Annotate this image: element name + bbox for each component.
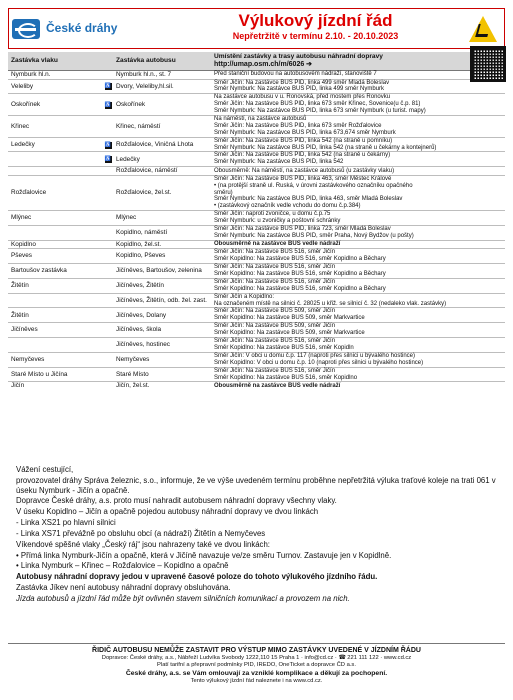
notice-line: Víkendové spěšné vlaky „Český ráj“ jsou nahrazeny také ve dvou linkách:	[16, 539, 270, 549]
footer-website: Tento výlukový jízdní řád naleznete i na www.cd.cz.	[190, 677, 323, 684]
stop-location	[211, 264, 505, 279]
page-title: Výlukový jízdní řád	[238, 11, 393, 30]
location-line: Směr Jičín: Na zastávce BUS PID, linka 499 směr Mladá Boleslav	[214, 79, 390, 86]
location-line: Směr Nymburk: Na zastávce BUS PID, směr Praha, Nový Bydžov (u pošty)	[214, 232, 414, 239]
table-row	[8, 116, 505, 138]
row-icon-cell	[103, 71, 113, 80]
train-stop: Mlýnec	[8, 211, 103, 226]
train-stop: Veleliby	[8, 79, 103, 94]
bus-stop: Rožďalovice, náměstí	[113, 167, 211, 176]
location-line: Směr Jičín a Kopidlno:	[214, 293, 275, 300]
footer	[8, 643, 505, 685]
table-header-row	[8, 52, 505, 71]
bus-stop: Nemyčeves	[113, 352, 211, 367]
table-row	[8, 249, 505, 264]
location-line: Před staniční budovou na autobusovém nádraží, stanoviště 7	[214, 71, 377, 78]
notice-line: • Přímá linka Nymburk-Jičín a opačně, která v Jičíně navazuje ve/ze směru Turnov. Zastavuje jen v Kopidlně.	[16, 550, 392, 560]
location-line: Směr Kopidlno: Na zastávce BUS 516, směr Kopidlno	[214, 374, 358, 381]
notice-line: - Linka XS71 převážně po obsluhu obcí (a nádraží) Žitětín a Nemyčeves	[16, 528, 266, 538]
location-line: Směr Jičín: Na zastávce BUS 516, směr Jičín	[214, 338, 336, 345]
bus-stop: Staré Místo	[113, 367, 211, 382]
location-line: Na zastávce autobusu v u. Ronovská, před mostem přes Ronovku	[214, 94, 391, 101]
location-line: Směr Kopidlno: Na zastávce BUS 516, směr Kopidlno a Běchary	[214, 285, 386, 292]
row-icon-cell	[103, 167, 113, 176]
train-stop	[8, 338, 103, 353]
table-row	[8, 367, 505, 382]
location-line: Směr Kopidlno: Na zastávce BUS 509, směr Markvartice	[214, 330, 365, 337]
stop-location	[211, 94, 505, 116]
table-row	[8, 323, 505, 338]
stop-location	[211, 367, 505, 382]
footer-contact: Dopravce: České dráhy, a.s., Nábřeží Ludvíka Svobody 1222,110 15 Praha 1 · info@cd.cz · ☎ 221 111 122 · www.cd.cz	[101, 655, 412, 662]
notice-line: Zastávka Jíkev není autobusy náhradní dopravy obsluhována.	[16, 582, 231, 592]
bus-stop: Mlýnec	[113, 211, 211, 226]
train-stop: Kopidlno	[8, 240, 103, 249]
train-stop: Ledečky	[8, 137, 103, 152]
location-line: Směr Jičín: Na zastávce BUS 516, směr Jičín	[214, 278, 336, 285]
row-icon-cell	[103, 116, 113, 138]
train-stop	[8, 293, 103, 308]
row-icon-cell	[103, 323, 113, 338]
location-line: Směr Jičín: Na zastávce BUS PID, linka 673 směr Rožďalovice	[214, 122, 382, 129]
row-icon-cell	[103, 382, 113, 390]
row-icon-cell	[103, 278, 113, 293]
bus-stop: Jičíněves, hostinec	[113, 338, 211, 353]
stop-location	[211, 249, 505, 264]
bus-stop: Jičíněves, Žitětín, odb. žel. zast.	[113, 293, 211, 308]
location-line: Směr Jičín: Na zastávce BUS 509, směr Jičín	[214, 308, 336, 315]
location-line: Směr Jičín: Na zastávce BUS PID, linka 542 (na straně u čekárny)	[214, 152, 391, 159]
header	[8, 8, 505, 49]
stop-location	[211, 71, 505, 80]
notice-line: - Linka XS21 po hlavní silnici	[16, 518, 116, 528]
location-line: Směr Jičín: Na zastávce BUS 516, směr Jičín	[214, 264, 336, 271]
notice-line: Dopravce České dráhy, a.s. proto musí nahradit autobusem náhradní dopravy všechny vlaky.	[16, 496, 337, 506]
stop-location	[211, 352, 505, 367]
column-header-train-stop: Zastávka vlaku	[8, 52, 103, 71]
replacement-bus-table	[8, 52, 505, 390]
accessibility-icon: ♿	[104, 141, 112, 148]
stop-location	[211, 240, 505, 249]
location-line: Směr Nymburk: Na zastávce BUS PID, linka 499 směr Nymburk	[214, 86, 385, 93]
location-line: Směr Jičín: Na zastávce BUS 509, směr Jičín	[214, 323, 336, 330]
row-icon-cell	[103, 308, 113, 323]
location-line: směru)	[214, 189, 233, 196]
bus-stop: Dvory, Veleliby,hl.sil.	[113, 79, 211, 94]
location-line: Směr Nymburk: Na zastávce BUS PID, linka 463, směr Mladá Boleslav	[214, 196, 403, 203]
location-line: Směr Jičín: Na zastávce BUS PID, linka 542 (na straně u pomníku)	[214, 137, 393, 144]
location-line: Obousměrně na zastávce BUS vedle nádraží	[214, 382, 341, 389]
row-icon-cell	[103, 79, 113, 94]
train-stop: Žitětín	[8, 278, 103, 293]
train-stop: Staré Místo u Jičína	[8, 367, 103, 382]
train-stop: Křinec	[8, 116, 103, 138]
table-row	[8, 79, 505, 94]
location-line: Na náměstí, na zastávce autobusů	[214, 116, 307, 123]
location-line: • (na protější straně ul. Ruská, v úrovni zastávkového označníku opačného	[214, 182, 413, 189]
table-row	[8, 94, 505, 116]
train-stop	[8, 167, 103, 176]
bus-stop: Kopidlno, náměstí	[113, 226, 211, 241]
train-stop	[8, 226, 103, 241]
accessibility-icon: ♿	[104, 83, 112, 90]
notice-line: • Linka Nymburk – Křinec – Rožďalovice – Kopidlno a opačně	[16, 561, 229, 571]
row-icon-cell	[103, 367, 113, 382]
column-header-bus-stop: Zastávka autobusu	[113, 52, 211, 71]
location-line: Směr Kopidlno: Na zastávce BUS 516, směr Kopidlno a Běchary	[214, 256, 386, 263]
location-line: Směr Jičín: V obci u domu č.p. 117 (naproti přes silnici u bývalého hostince)	[214, 352, 415, 359]
location-line: Směr Nymburk: u zvoničky a poštovní schránky	[214, 218, 341, 225]
table-row	[8, 352, 505, 367]
notice-line: Jízda autobusů a jízdní řád může být ovlivněn stavem silničních komunikací a provozem na nich.	[16, 593, 350, 603]
title-block	[169, 9, 462, 48]
stop-location	[211, 152, 505, 167]
row-icon-cell	[103, 352, 113, 367]
stop-location	[211, 278, 505, 293]
cd-logo-icon	[12, 19, 40, 39]
stop-location	[211, 308, 505, 323]
accessibility-icon: ♿	[104, 101, 112, 108]
passenger-notice	[16, 465, 498, 605]
train-stop: Bartoušov zastávka	[8, 264, 103, 279]
stop-location	[211, 167, 505, 176]
qr-code	[470, 46, 506, 82]
row-icon-cell	[103, 175, 113, 210]
bus-stop: Jičíněves, Bartoušov, zelenina	[113, 264, 211, 279]
train-stop: Jičíněves	[8, 323, 103, 338]
location-line: Směr Kopidlno: V obci u domu č.p. 10 (naproti přes silnici u bývalého hostince)	[214, 359, 424, 366]
location-line: Směr Jičín: naproti zvoničce, u domu č.p.75	[214, 211, 331, 218]
train-stop: Nemyčeves	[8, 352, 103, 367]
brand-name: České dráhy	[46, 21, 118, 36]
bus-stop: Rožďalovice, Viničná Lhota	[113, 137, 211, 152]
row-icon-cell	[103, 211, 113, 226]
table-row	[8, 382, 505, 390]
stop-location	[211, 293, 505, 308]
bus-stop: Jičíněves, Dolany	[113, 308, 211, 323]
bus-stop: Kopidlno, Pševes	[113, 249, 211, 264]
stop-location	[211, 211, 505, 226]
table-row	[8, 338, 505, 353]
stop-location	[211, 323, 505, 338]
bus-stop: Kopidlno, žel.st.	[113, 240, 211, 249]
train-stop: Oskořínek	[8, 94, 103, 116]
table-row	[8, 137, 505, 152]
location-line: Směr Jičín: Na zastávce BUS 516, směr Jičín	[214, 367, 336, 374]
footer-apology: České dráhy, a.s. se Vám omlouvají za vzniklé komplikace a děkují za pochopení.	[125, 669, 388, 677]
location-line: Obousměrně: Na náměstí, na zastávce autobusů (u zastávky vlaku)	[214, 167, 395, 174]
stop-location	[211, 175, 505, 210]
table-row	[8, 240, 505, 249]
train-stop: Jičín	[8, 382, 103, 390]
location-line: Na označeném místě na silnici č. 28025 u křiž. se silnicí č. 32 (nedaleko vlak. zastávky)	[214, 300, 447, 307]
bus-stop: Nymburk hl.n., st. 7	[113, 71, 211, 80]
train-stop: Pševes	[8, 249, 103, 264]
location-line: Obousměrně na zastávce BUS vedle nádraží	[214, 241, 341, 248]
notice-line: Vážení cestující,	[16, 465, 74, 474]
table-row	[8, 226, 505, 241]
column-header-location: Umístění zastávky a trasy autobusu náhradní dopravy http://umap.osm.ch/m/6026 ➔	[211, 52, 505, 71]
bus-stop: Křinec, náměstí	[113, 116, 211, 138]
table-row	[8, 278, 505, 293]
train-stop	[8, 152, 103, 167]
row-icon-cell	[103, 226, 113, 241]
footer-tariff: Platí tarifní a přepravní podmínky PID, IREDO, OneTicket a dopravce ČD a.s.	[157, 662, 356, 669]
location-line: Směr Nymburk: Na zastávce BUS PID, linka 542 (na straně u čekárny a kontejnerů)	[214, 144, 437, 151]
page-subtitle: Nepřetržitě v termínu 2.10. - 20.10.2023	[232, 31, 399, 41]
bus-stop: Jičín, žel.st.	[113, 382, 211, 390]
row-icon-cell	[103, 249, 113, 264]
location-line: Směr Kopidlno: Na zastávce BUS 509, směr Markvartice	[214, 315, 365, 322]
accessibility-icon: ♿	[104, 156, 112, 163]
stop-location	[211, 79, 505, 94]
stop-location	[211, 116, 505, 138]
row-icon-cell	[103, 240, 113, 249]
location-line: Směr Jičín: Na zastávce BUS PID, linka 463, směr Městec Králové	[214, 175, 392, 182]
row-icon-cell	[103, 137, 113, 152]
location-line: • (zastávkový označník vedle vchodu do domu č.p.384)	[214, 203, 361, 210]
table-row	[8, 175, 505, 210]
footer-warning: ŘIDIČ AUTOBUSU NEMŮŽE ZASTAVIT PRO VÝSTUP MIMO ZASTÁVKY UVEDENÉ V JÍZDNÍM ŘÁDU	[92, 647, 421, 654]
row-icon-cell	[103, 338, 113, 353]
table-row	[8, 211, 505, 226]
stop-location	[211, 382, 505, 390]
location-line: Směr Kopidlno: Na zastávce BUS 516, směr Kopidln	[214, 344, 354, 351]
train-stop: Rožďalovice	[8, 175, 103, 210]
bus-stop: Oskořínek	[113, 94, 211, 116]
column-header-icon	[103, 52, 113, 71]
table-row	[8, 152, 505, 167]
table-row	[8, 264, 505, 279]
map-link[interactable]: http://umap.osm.ch/m/6026 ➔	[214, 60, 313, 68]
row-icon-cell	[103, 94, 113, 116]
table-row	[8, 71, 505, 80]
stop-location	[211, 338, 505, 353]
stop-location	[211, 226, 505, 241]
brand-logo	[9, 9, 169, 48]
table-row	[8, 293, 505, 308]
location-line: Směr Jičín: Na zastávce BUS PID, linka 723, směr Mladá Boleslav	[214, 226, 391, 233]
location-line: Směr Kopidlno: Na zastávce BUS 516, směr Kopidlno a Běchary	[214, 271, 386, 278]
bus-stop: Jičíněves, škola	[113, 323, 211, 338]
location-line: Směr Nymburk: Na zastávce BUS PID, linka 542	[214, 159, 344, 166]
bus-stop: Rožďalovice, žel.st.	[113, 175, 211, 210]
stop-location	[211, 137, 505, 152]
row-icon-cell	[103, 152, 113, 167]
row-icon-cell	[103, 264, 113, 279]
location-line: Směr Jičín: Na zastávce BUS PID, linka 673 směr Křinec, Sovenice(u č.p. 81)	[214, 101, 421, 108]
row-icon-cell	[103, 293, 113, 308]
table-row	[8, 308, 505, 323]
notice-line: V úseku Kopidlno – Jičín a opačně pojedou autobusy náhradní dopravy ve dvou linkách	[16, 507, 319, 517]
location-line: Směr Nymburk: Na zastávce BUS PID, linka 673 směr Nymburk (u turist. mapy)	[214, 108, 426, 115]
table-row	[8, 167, 505, 176]
bus-stop: Jičíněves, Žitětín	[113, 278, 211, 293]
train-stop: Žitětín	[8, 308, 103, 323]
location-line: Směr Jičín: Na zastávce BUS 516, směr Jičín	[214, 249, 336, 256]
notice-line: provozovatel dráhy Správa železnic, s.o., informuje, že ve výše uvedeném termínu proběhne nepřetržitá výluka traťové koleje na trati 061 v úseku Nymburk - Jičín a opačně.	[16, 475, 496, 495]
construction-sign-icon	[462, 9, 504, 48]
notice-line: Autobusy náhradní dopravy jedou v upravené časové poloze do tohoto výlukového jízdního řádu.	[16, 572, 378, 582]
train-stop: Nymburk hl.n.	[8, 71, 103, 80]
location-line: Směr Nymburk: Na zastávce BUS PID, linka 673,674 směr Nymburk	[214, 129, 396, 136]
bus-stop: Ledečky	[113, 152, 211, 167]
